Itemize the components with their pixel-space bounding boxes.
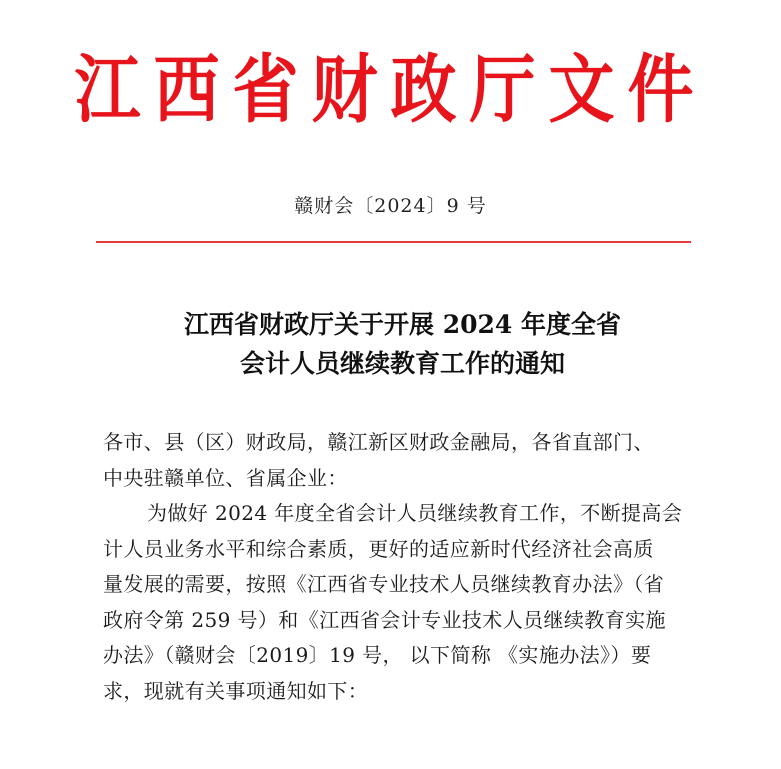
paragraph-line-6: 求，现就有关事项通知如下： bbox=[103, 678, 369, 703]
document-number: 赣财会〔2024〕9 号 bbox=[294, 195, 487, 217]
salutation-line-2: 中央驻赣单位、省属企业： bbox=[103, 465, 348, 490]
paragraph-line-4: 政府令第 259 号）和《江西省会计专业技术人员继续教育实施 bbox=[103, 607, 666, 632]
paragraph-line-2: 计人员业务水平和综合素质，更好的适应新时代经济社会高质 bbox=[103, 536, 654, 561]
notice-title-line-2: 会计人员继续教育工作的通知 bbox=[239, 349, 565, 378]
red-divider-line bbox=[96, 241, 691, 243]
paragraph-line-3: 量发展的需要，按照《江西省专业技术人员继续教育办法》（省 bbox=[103, 572, 665, 596]
notice-body bbox=[103, 425, 703, 709]
notice-title-line-1: 江西省财政厅关于开展 2024 年度全省 bbox=[184, 310, 621, 339]
masthead-title: 江西省财政厅文件 bbox=[74, 46, 707, 133]
notice-title bbox=[0, 305, 781, 383]
salutation-line-1: 各市、县（区）财政局，赣江新区财政金融局，各省直部门、 bbox=[103, 430, 654, 454]
paragraph-line-1: 为做好 2024 年度全省会计人员继续教育工作，不断提高会 bbox=[147, 501, 683, 525]
paragraph-line-5: 办法》（赣财会〔2019〕19 号， 以下简称 《实施办法》）要 bbox=[103, 643, 652, 667]
